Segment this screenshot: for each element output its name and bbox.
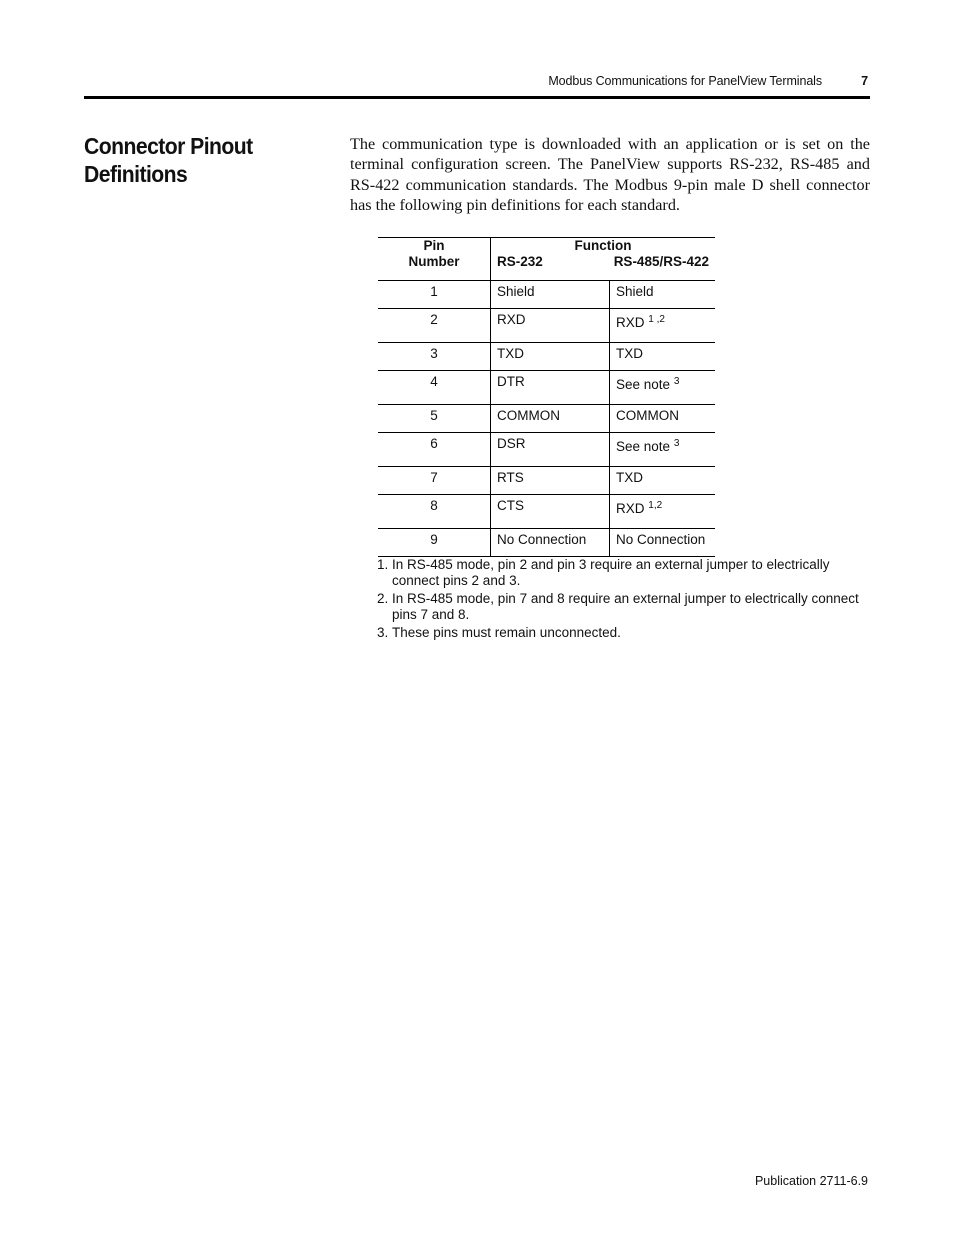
rs232-cell: No Connection [491, 529, 610, 557]
note-number: 1. [377, 557, 389, 572]
note-text: In RS-485 mode, pin 2 and pin 3 require an external jumper to electrically connect pins 2 and 3. [392, 557, 830, 588]
rs232-cell: TXD [491, 343, 610, 371]
rs485-cell [610, 529, 716, 557]
rs485-value: RXD [616, 315, 645, 330]
table-row [378, 433, 715, 467]
page-number: 7 [861, 74, 868, 88]
rs232-cell: Shield [491, 281, 610, 309]
pin-number-header [378, 238, 491, 281]
table-row [378, 281, 715, 309]
table-row [378, 309, 715, 343]
table-header-row [378, 238, 715, 281]
header-rule [84, 96, 870, 99]
rs485-cell [610, 495, 716, 529]
note-text: These pins must remain unconnected. [392, 625, 621, 640]
rs232-cell: DTR [491, 371, 610, 405]
pin-cell: 7 [378, 467, 491, 495]
table-row [378, 495, 715, 529]
publication-footer: Publication 2711-6.9 [754, 1174, 868, 1188]
pin-cell: 1 [378, 281, 491, 309]
rs485-value: TXD [616, 470, 643, 485]
rs485-header: RS-485/RS-422 [613, 254, 709, 269]
rs485-cell [610, 371, 716, 405]
rs485-cell [610, 281, 716, 309]
pin-cell: 3 [378, 343, 491, 371]
footnote-ref: 3 [673, 376, 680, 387]
note-number: 2. [377, 591, 389, 606]
footnote-ref: 1 ,2 [648, 314, 665, 325]
section-title: Connector Pinout Definitions [84, 133, 253, 187]
running-header [84, 74, 868, 92]
note-item [377, 557, 867, 588]
table-row [378, 467, 715, 495]
pin-cell: 8 [378, 495, 491, 529]
rs485-value: Shield [616, 284, 654, 299]
pin-cell: 6 [378, 433, 491, 467]
rs232-header: RS-232 [497, 254, 543, 269]
note-number: 3. [377, 625, 389, 640]
rs232-cell: COMMON [491, 405, 610, 433]
table-row [378, 405, 715, 433]
rs232-cell: DSR [491, 433, 610, 467]
footnote-ref: 3 [673, 438, 680, 449]
intro-paragraph: The communication type is downloaded with an application or is set on the terminal configuration screen. The PanelView supports RS-232, RS-485 and RS-422 communication standards. The Modbus 9-pin male D shell connector has the following pin definitions for each standard. [350, 135, 870, 215]
note-item [377, 591, 867, 622]
rs485-cell [610, 467, 716, 495]
rs485-cell [610, 433, 716, 467]
running-title: Modbus Communications for PanelView Terminals [548, 74, 822, 88]
rs485-value: See note [616, 377, 671, 392]
note-text: In RS-485 mode, pin 7 and 8 require an external jumper to electrically connect pins 7 and 8. [392, 591, 859, 622]
function-header [491, 238, 716, 281]
function-header-label: Function [574, 238, 632, 253]
pin-cell: 4 [378, 371, 491, 405]
note-item [377, 625, 867, 641]
rs485-value: No Connection [616, 532, 706, 547]
table-row [378, 343, 715, 371]
table-notes [377, 557, 867, 644]
rs485-value: TXD [616, 346, 643, 361]
pin-cell: 9 [378, 529, 491, 557]
rs485-cell [610, 309, 716, 343]
footnote-ref: 1,2 [648, 500, 663, 511]
table-row [378, 371, 715, 405]
rs485-cell [610, 343, 716, 371]
rs232-cell: RTS [491, 467, 610, 495]
rs485-value: COMMON [616, 408, 679, 423]
pin-cell: 5 [378, 405, 491, 433]
pin-header-line2: Number [408, 254, 460, 269]
pin-cell: 2 [378, 309, 491, 343]
rs232-cell: RXD [491, 309, 610, 343]
pin-header-line1: Pin [423, 238, 445, 253]
rs485-cell [610, 405, 716, 433]
rs232-cell: CTS [491, 495, 610, 529]
rs485-value: RXD [616, 501, 645, 516]
rs485-value: See note [616, 439, 671, 454]
table-row [378, 529, 715, 557]
pinout-table [378, 237, 715, 557]
